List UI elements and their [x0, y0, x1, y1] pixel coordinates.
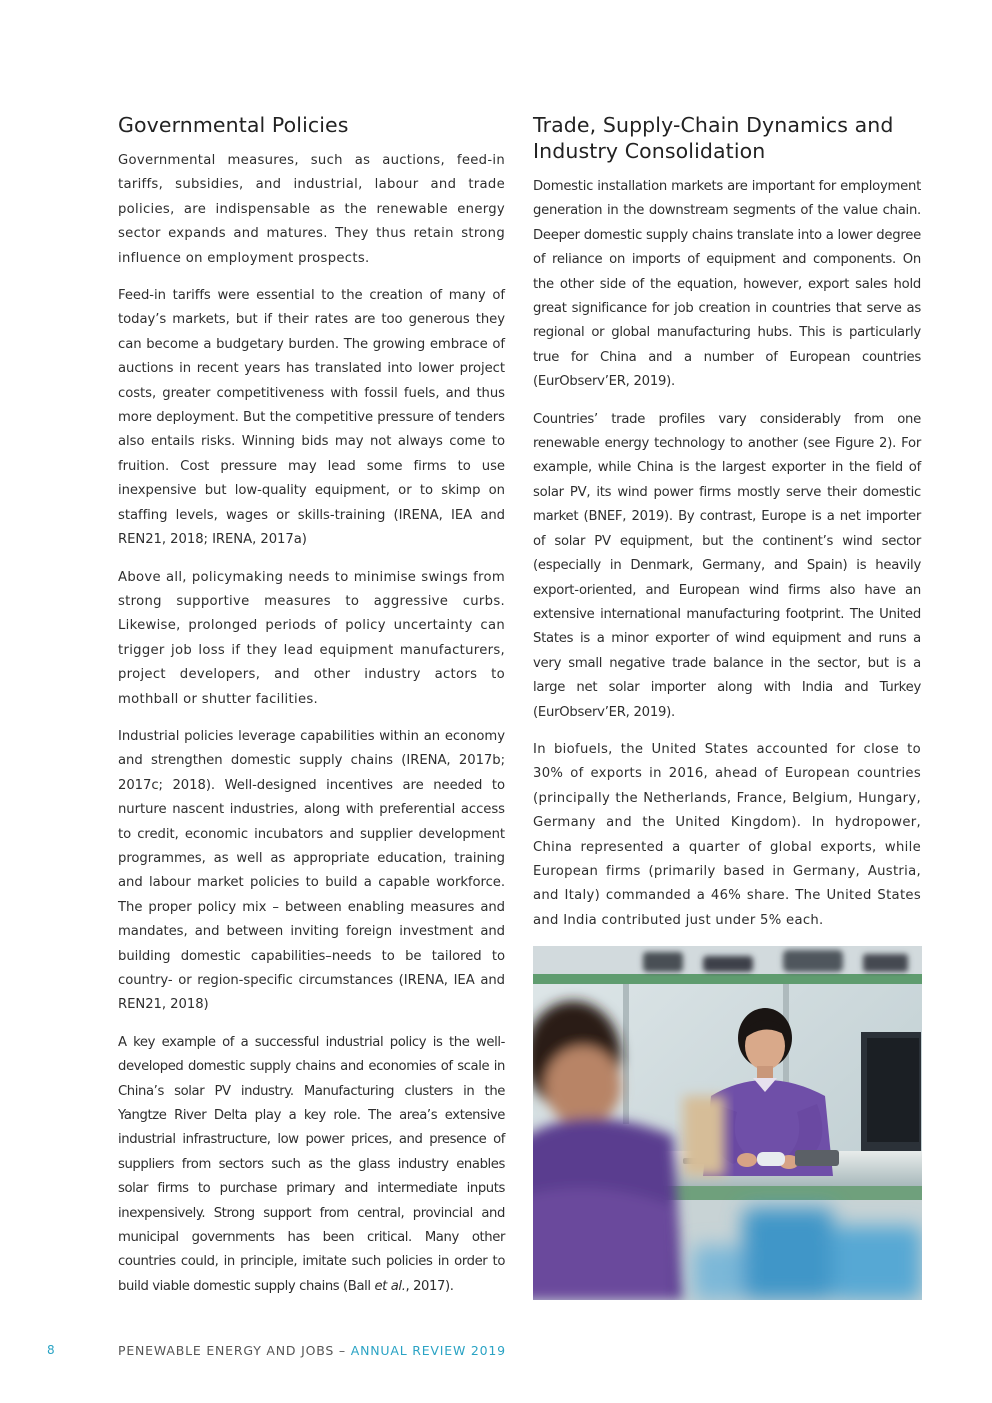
- footer-title-sub: ANNUAL REVIEW 2019: [350, 1343, 506, 1358]
- paragraph: Countries’ trade profiles vary considerably from one renewable energy technology to another (see Figure 2). For example, while China is the largest exporter in the field of solar PV, its wind power firms mostly serve their domestic market (BNEF, 2019). By contrast, Europe is a net importer of solar PV equipment, but the continent’s wind sector (especially in Denmark, Germany, and Spain) is heavily export-oriented, and European wind firms also have an extensive international manufacturing footprint. The United States is a minor exporter of wind equipment and runs a very small negative trade balance in the sector, but is a large net solar importer along with India and Turkey (EurObserv’ER, 2019).: [533, 411, 921, 720]
- section-heading-governmental-policies: Governmental Policies: [118, 113, 349, 137]
- paragraph: Governmental measures, such as auctions, feed-in tariffs, subsidies, and industrial, labour and trade policies, are indispensable as the renewable energy sector expands and matures. They thus retain strong influence on employment prospects.: [118, 153, 505, 266]
- factory-worker-photo: [533, 946, 922, 1300]
- page-footer: [0, 1343, 992, 1361]
- paragraph-text: , 2017).: [405, 1278, 454, 1294]
- footer-title-main: PENEWABLE ENERGY AND JOBS –: [118, 1343, 346, 1358]
- paragraph: Feed-in tariffs were essential to the creation of many of today’s markets, but if their rates are too generous they can become a budgetary burden. The growing embrace of auctions in recent years has translated into lower project costs, greater competitiveness with fossil fuels, and thus more deployment. But the competitive pressure of tenders also entails risks. Winning bids may not always come to fruition. Cost pressure may lead some firms to use inexpensive but low-quality equipment, or to skimp on staffing levels, wages or skills-training (IRENA, IEA and REN21, 2018; IRENA, 2017a): [118, 288, 505, 548]
- paragraph: Above all, policymaking needs to minimise swings from strong supportive measures to aggressive curbs. Likewise, prolonged periods of policy uncertainty can trigger job loss if they lead equipment manufacturers, project developers, and other industry actors to mothball or shutter facilities.: [118, 569, 505, 707]
- paragraph: [118, 1031, 505, 1299]
- page-number: 8: [47, 1343, 56, 1357]
- left-column: [118, 112, 505, 1312]
- paragraph: Domestic installation markets are important for employment generation in the downstream segments of the value chain. Deeper domestic supply chains translate into a lower degree of reliance on imports of equipment and components. On the other side of the equation, however, export sales hold great significance for job creation in countries that serve as regional or global manufacturing hubs. This is particularly true for China and a number of European countries (EurObserv’ER, 2019).: [533, 179, 921, 390]
- citation-italic: et al.: [374, 1278, 406, 1294]
- section-heading-trade: Trade, Supply-Chain Dynamics and Industry Consolidation: [533, 113, 894, 163]
- paragraph: Industrial policies leverage capabilities within an economy and strengthen domestic supply chains (IRENA, 2017b; 2017c; 2018). Well-designed incentives are needed to nurture nascent industries, along with preferential access to credit, economic incubators and supplier development programmes, as well as appropriate education, training and labour market policies to build a capable workforce. The proper policy mix – between enabling measures and mandates, and between inviting foreign investment and building domestic capabilities–needs to be tailored to country- or region-specific circumstances (IRENA, IEA and REN21, 2018): [118, 728, 505, 1013]
- paragraph-text: A key example of a successful industrial policy is the well-developed domestic supply chains and economies of scale in China’s solar PV industry. Manufacturing clusters in the Yangtze River Delta play a key role. The area’s extensive industrial infrastructure, low power prices, and presence of suppliers from sectors such as the glass industry enables solar firms to purchase primary and intermediate inputs inexpensively. Strong support from central, provincial and municipal governments has been critical. Many other countries could, in principle, imitate such policies in order to build viable domestic supply chains (Ball: [118, 1034, 505, 1294]
- footer-title: [118, 1343, 506, 1358]
- right-column: [533, 112, 921, 946]
- paragraph: In biofuels, the United States accounted for close to 30% of exports in 2016, ahead of European countries (principally the Netherlands, France, Belgium, Hungary, Germany and the United Kingdom). In hydropower, China represented a quarter of global exports, while European firms (primarily based in Germany, Austria, and Italy) commanded a 46% share. The United States and India contributed just under 5% each.: [533, 741, 921, 928]
